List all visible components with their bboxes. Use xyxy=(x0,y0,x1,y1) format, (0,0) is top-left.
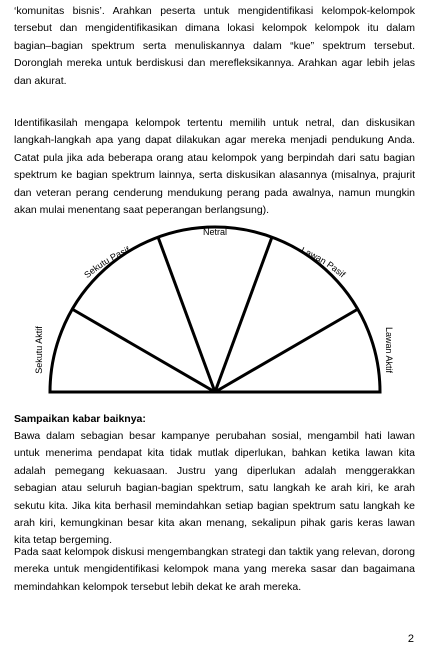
spectrum-divider-3 xyxy=(215,237,272,392)
paragraph-identify: Identifikasilah mengapa kelompok tertentu memilih untuk netral, dan diskusikan langkah-langkah apa yang dapat dilakukan agar mereka menjadi pendukung Anda. Catat pula jika ada beberapa orang atau kelompok yang berpindah dari satu bagian spektrum ke bagian spektrum lainnya, serta diskusikan alasannya (misalnya, prajurit dan veteran perang cenderung mendukung perang pada awalnya, namun mungkin akan mulai menentang saat peperangan berlangsung). xyxy=(14,117,415,217)
spectrum-of-allies-diagram xyxy=(14,220,416,400)
spectrum-divider-2 xyxy=(158,237,215,392)
spectrum-divider-4 xyxy=(215,309,358,392)
paragraph-good-news: Bawa dalam sebagian besar kampanye perubahan sosial, mengambil hati lawan untuk menerima pendapat kita tidak mutlak diperlukan, bahkan ketika lawan kita adalah pemegang kekuasaan. Justru yang diperlukan adalah menggerakkan sebagian atau seluruh bagian-bagian spektrum, satu langkah ke arah kiri, ke arah sekutu kita. Jika kita berhasil memindahkan setiap bagian spektrum satu langkah ke arah kiri, kemungkinan besar kita akan menang, sekalipun pihak garis keras lawan kita tetap bergeming. xyxy=(14,430,415,547)
label-lawan-pasif: Lawan Pasif xyxy=(299,245,348,280)
section-heading: Sampaikan kabar baiknya: xyxy=(14,413,146,425)
label-sekutu-aktif: Sekutu Aktif xyxy=(34,326,44,374)
label-lawan-aktif: Lawan Aktif xyxy=(384,326,394,374)
page-number: 2 xyxy=(407,633,414,645)
spectrum-divider-1 xyxy=(72,309,215,392)
label-netral: Netral xyxy=(202,227,228,237)
paragraph-intro: ‘komunitas bisnis’. Arahkan peserta untuk mengidentifikasi kelompok-kelompok tersebut dan mengidentifikasikan dimana lokasi kelompok kelompok itu dalam bagian–bagian spektrum serta menuliskannya dalam “kue” spektrum tersebut. Doronglah mereka untuk berdiskusi dan merefleksikannya. Arahkan agar lebih jelas dan akurat. xyxy=(14,5,415,87)
label-sekutu-pasif: Sekutu Pasif xyxy=(82,244,132,281)
spectrum-semicircle xyxy=(50,227,380,392)
paragraph-strategy: Pada saat kelompok diskusi mengembangkan strategi dan taktik yang relevan, dorong mereka untuk mengidentifikasi kelompok mana yang mereka sasar dan bagaimana memindahkan kelompok tersebut lebih dekat ke arah mereka. xyxy=(14,546,415,593)
